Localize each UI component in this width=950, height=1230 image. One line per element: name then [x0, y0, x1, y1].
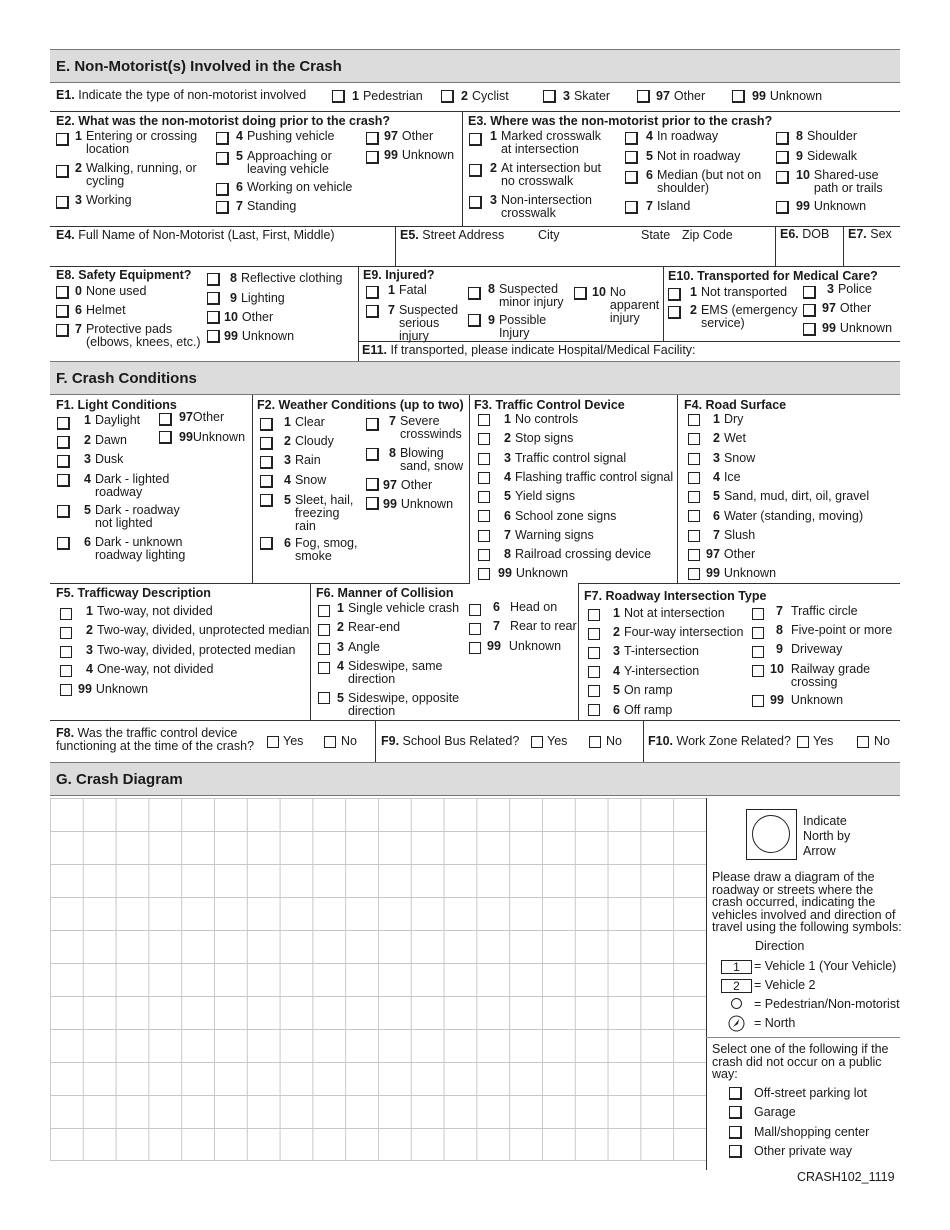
divider — [706, 798, 707, 1170]
f3-checkbox[interactable] — [478, 453, 490, 465]
location-option: Garage — [754, 1105, 796, 1119]
f4-option: 3 Snow — [713, 451, 756, 465]
f10-no-checkbox[interactable] — [857, 736, 869, 748]
e8-checkbox[interactable] — [56, 305, 69, 318]
f7-option: 8 Five-point or more — [776, 623, 893, 637]
f6-option: 5 Sideswipe, opposite direction — [337, 691, 460, 718]
f3-checkbox[interactable] — [478, 491, 490, 503]
f6-checkbox[interactable] — [318, 643, 330, 655]
f4-option: 1 Dry — [713, 412, 744, 426]
e2-option: 2 Walking, running, or cycling — [75, 161, 197, 188]
e8-option: 7 Protective pads (elbows, knees, etc.) — [75, 322, 201, 349]
e2-checkbox[interactable] — [216, 132, 229, 145]
f7-checkbox[interactable] — [588, 666, 600, 678]
f5-checkbox[interactable] — [60, 684, 72, 696]
f7-option: 4 Y-intersection — [613, 664, 700, 678]
e9-checkbox[interactable] — [574, 287, 587, 300]
e9-option: 1 Fatal — [388, 283, 427, 297]
e10-option: 3 Police — [827, 282, 872, 296]
f3-checkbox[interactable] — [478, 414, 490, 426]
north-legend: = North — [754, 1016, 796, 1030]
section-g-header: G. Crash Diagram — [50, 762, 900, 796]
e7-label: E7. Sex — [848, 227, 892, 241]
f6-checkbox[interactable] — [318, 692, 330, 704]
e10-checkbox[interactable] — [803, 304, 816, 317]
f4-checkbox[interactable] — [688, 453, 700, 465]
f10-yes-checkbox[interactable] — [797, 736, 809, 748]
e2-checkbox[interactable] — [56, 133, 69, 146]
e3-checkbox[interactable] — [776, 171, 789, 184]
f6-option: 7 Rear to rear — [493, 619, 577, 633]
location-checkbox[interactable] — [729, 1145, 742, 1158]
e1-checkbox[interactable] — [543, 90, 556, 103]
f9-yes-checkbox[interactable] — [531, 736, 543, 748]
e3-option: 2 At intersection but no crosswalk — [490, 161, 602, 188]
north-instruction: Indicate North by Arrow — [803, 814, 851, 858]
e10-checkbox[interactable] — [668, 288, 681, 301]
divider — [50, 226, 900, 227]
f2-option: 3 Rain — [284, 453, 321, 467]
f3-option: 6 School zone signs — [504, 509, 617, 523]
e1-option: 97 Other — [656, 89, 706, 103]
f3-option: 7 Warning signs — [504, 528, 594, 542]
f1-option: 3 Dusk — [84, 452, 124, 466]
e3-title: E3. Where was the non-motorist prior to the crash? — [468, 114, 773, 128]
divider — [50, 111, 900, 112]
f3-option: 99 Unknown — [498, 566, 569, 580]
f2-option: 7 Severe crosswinds — [389, 414, 462, 441]
f4-option: 5 Sand, mud, dirt, oil, gravel — [713, 489, 870, 503]
divider — [375, 720, 376, 762]
divider — [843, 226, 844, 266]
f1-checkbox[interactable] — [57, 537, 70, 550]
e8-checkbox[interactable] — [56, 324, 69, 337]
f7-checkbox[interactable] — [752, 665, 764, 677]
e2-checkbox[interactable] — [216, 201, 229, 214]
e2-checkbox[interactable] — [216, 183, 229, 196]
pedestrian-symbol-icon — [731, 998, 742, 1009]
f6-checkbox[interactable] — [318, 605, 330, 617]
f2-checkbox[interactable] — [260, 418, 273, 431]
location-option: Other private way — [754, 1144, 852, 1158]
f2-checkbox[interactable] — [260, 537, 273, 550]
e3-option: 99 Unknown — [796, 199, 867, 213]
f2-checkbox[interactable] — [260, 456, 273, 469]
f7-checkbox[interactable] — [588, 609, 600, 621]
e8-checkbox[interactable] — [207, 330, 220, 343]
divider — [50, 583, 470, 584]
f1-option: 6 Dark - unknown roadway lighting — [84, 535, 186, 562]
direction-label: Direction — [755, 939, 805, 953]
f8-question: F8. Was the traffic control device functioning at the time of the crash? — [56, 726, 255, 753]
divider — [677, 395, 678, 583]
e3-checkbox[interactable] — [625, 151, 638, 164]
f7-title: F7. Roadway Intersection Type — [584, 589, 767, 603]
f5-title: F5. Trafficway Description — [56, 586, 211, 600]
pedestrian-legend: = Pedestrian/Non-motorist — [754, 997, 900, 1011]
f6-title: F6. Manner of Collision — [316, 586, 454, 600]
f4-checkbox[interactable] — [688, 472, 700, 484]
e8-title: E8. Safety Equipment? — [56, 268, 192, 282]
f9-no-label: No — [606, 734, 622, 748]
e10-option: 99 Unknown — [822, 321, 893, 335]
f7-checkbox[interactable] — [588, 647, 600, 659]
e3-option: 8 Shoulder — [796, 129, 857, 143]
f7-checkbox[interactable] — [588, 628, 600, 640]
e3-option: 10 Shared-use path or trails — [796, 168, 883, 195]
f3-checkbox[interactable] — [478, 549, 490, 561]
e2-checkbox[interactable] — [56, 196, 69, 209]
f2-option: 8 Blowing sand, snow — [389, 446, 464, 473]
f4-option: 7 Slush — [713, 528, 756, 542]
f2-title: F2. Weather Conditions (up to two) — [257, 398, 464, 412]
f4-checkbox[interactable] — [688, 414, 700, 426]
e10-checkbox[interactable] — [803, 323, 816, 336]
divider — [395, 226, 396, 266]
e9-checkbox[interactable] — [468, 287, 481, 300]
vehicle-1-legend: = Vehicle 1 (Your Vehicle) — [754, 959, 897, 973]
f3-option: 3 Traffic control signal — [504, 451, 627, 465]
north-arrow-icon — [728, 1015, 745, 1032]
e1-option: 1 Pedestrian — [352, 89, 423, 103]
f1-option: 2 Dawn — [84, 433, 127, 447]
f8-no-checkbox[interactable] — [324, 736, 336, 748]
f6-option: 99 Unknown — [487, 639, 562, 653]
f1-checkbox[interactable] — [57, 417, 70, 430]
f4-checkbox[interactable] — [688, 433, 700, 445]
e10-title: E10. Transported for Medical Care? — [668, 269, 878, 283]
e1-checkbox[interactable] — [332, 90, 345, 103]
divider — [462, 111, 463, 226]
e2-title: E2. What was the non-motorist doing prior to the crash? — [56, 114, 391, 128]
e8-option: 0 None used — [75, 284, 147, 298]
f7-option: 99 Unknown — [770, 693, 844, 707]
f2-checkbox[interactable] — [260, 475, 273, 488]
e3-option: 6 Median (but not on shoulder) — [646, 168, 762, 195]
divider — [358, 341, 900, 342]
f5-option: 2 Two-way, divided, unprotected median — [86, 623, 310, 637]
f6-option: 6 Head on — [493, 600, 558, 614]
f3-option: 4 Flashing traffic control signal — [504, 470, 674, 484]
f9-question: F9. School Bus Related? — [381, 734, 520, 748]
f1-checkbox[interactable] — [159, 431, 172, 444]
f8-yes-checkbox[interactable] — [267, 736, 279, 748]
e2-checkbox[interactable] — [56, 165, 69, 178]
e3-option: 7 Island — [646, 199, 691, 213]
e5-label: E5. Street Address — [400, 228, 505, 242]
vehicle-2-legend: = Vehicle 2 — [754, 978, 816, 992]
e1-checkbox[interactable] — [732, 90, 745, 103]
location-checkbox[interactable] — [729, 1106, 742, 1119]
vehicle-2-symbol: 2 — [721, 979, 752, 993]
f7-checkbox[interactable] — [588, 704, 600, 716]
f4-checkbox[interactable] — [688, 530, 700, 542]
f2-option: 97 Other — [383, 478, 433, 492]
e8-option: 6 Helmet — [75, 303, 126, 317]
e1-option: 3 Skater — [563, 89, 611, 103]
f10-question: F10. Work Zone Related? — [648, 734, 791, 748]
e3-checkbox[interactable] — [776, 201, 789, 214]
e2-option: 7 Standing — [236, 199, 297, 213]
f1-checkbox[interactable] — [57, 505, 70, 518]
f7-option: 7 Traffic circle — [776, 604, 858, 618]
f6-option: 2 Rear-end — [337, 620, 401, 634]
f5-option: 1 Two-way, not divided — [86, 604, 213, 618]
f3-title: F3. Traffic Control Device — [474, 398, 625, 412]
f6-checkbox[interactable] — [469, 623, 481, 635]
f3-checkbox[interactable] — [478, 433, 490, 445]
e8-option: 8 Reflective clothing — [230, 271, 343, 285]
e3-option: 5 Not in roadway — [646, 149, 741, 163]
f4-option: 2 Wet — [713, 431, 746, 445]
f1-option: 1 Daylight — [84, 413, 141, 427]
e1-checkbox[interactable] — [637, 90, 650, 103]
f1-checkbox[interactable] — [57, 436, 70, 449]
e8-option: 10 Other — [224, 310, 274, 324]
divider — [50, 720, 900, 721]
e2-option: 4 Pushing vehicle — [236, 129, 335, 143]
e3-checkbox[interactable] — [625, 132, 638, 145]
e8-checkbox[interactable] — [56, 286, 69, 299]
e10-checkbox[interactable] — [668, 306, 681, 319]
e3-checkbox[interactable] — [469, 133, 482, 146]
e1-option: 99 Unknown — [752, 89, 823, 103]
north-box[interactable] — [746, 809, 797, 860]
e10-checkbox[interactable] — [803, 286, 816, 299]
f7-checkbox[interactable] — [588, 685, 600, 697]
f1-checkbox[interactable] — [57, 474, 70, 487]
e3-checkbox[interactable] — [776, 151, 789, 164]
f2-option: 1 Clear — [284, 415, 325, 429]
f9-yes-label: Yes — [547, 734, 568, 748]
f4-option: 4 Ice — [713, 470, 741, 484]
e2-option: 6 Working on vehicle — [236, 180, 353, 194]
f5-checkbox[interactable] — [60, 608, 72, 620]
e11-label: E11. If transported, please indicate Hospital/Medical Facility: — [362, 343, 696, 357]
e4-label: E4. Full Name of Non-Motorist (Last, First, Middle) — [56, 228, 335, 242]
f4-checkbox[interactable] — [688, 510, 700, 522]
e2-option: 99 Unknown — [384, 148, 455, 162]
divider — [469, 395, 470, 583]
f7-checkbox[interactable] — [752, 646, 764, 658]
f6-option: 3 Angle — [337, 640, 380, 654]
f5-option: 99 Unknown — [78, 682, 149, 696]
f4-checkbox[interactable] — [688, 491, 700, 503]
f3-option: 5 Yield signs — [504, 489, 575, 503]
vehicle-1-symbol: 1 — [721, 960, 752, 974]
e3-checkbox[interactable] — [469, 164, 482, 177]
e3-checkbox[interactable] — [625, 201, 638, 214]
section-e-header: E. Non-Motorist(s) Involved in the Crash — [50, 49, 900, 83]
divider — [643, 720, 644, 762]
f7-option: 2 Four-way intersection — [613, 625, 744, 639]
e1-checkbox[interactable] — [441, 90, 454, 103]
divider — [578, 583, 900, 584]
f3-option: 8 Railroad crossing device — [504, 547, 652, 561]
f3-option: 2 Stop signs — [504, 431, 574, 445]
e2-checkbox[interactable] — [366, 132, 379, 145]
f3-checkbox[interactable] — [478, 472, 490, 484]
e3-checkbox[interactable] — [469, 196, 482, 209]
e3-option: 3 Non-intersection crosswalk — [490, 193, 592, 220]
f1-title: F1. Light Conditions — [56, 398, 177, 412]
e2-option: 1 Entering or crossing location — [75, 129, 198, 156]
e9-option: 7 Suspected serious injury — [388, 303, 459, 343]
f7-option: 1 Not at intersection — [613, 606, 725, 620]
divider — [663, 266, 664, 341]
divider — [358, 266, 359, 361]
e3-checkbox[interactable] — [776, 132, 789, 145]
f7-option: 9 Driveway — [776, 642, 843, 656]
e5-zip-label: Zip Code — [682, 228, 733, 242]
f2-option: 4 Snow — [284, 473, 327, 487]
f10-yes-label: Yes — [813, 734, 834, 748]
f2-option: 2 Cloudy — [284, 434, 334, 448]
f7-option: 6 Off ramp — [613, 703, 673, 717]
f6-option: 1 Single vehicle crash — [337, 601, 460, 615]
e9-option: 10 No apparent injury — [592, 285, 660, 325]
north-circle — [752, 815, 790, 853]
f3-checkbox[interactable] — [478, 530, 490, 542]
f4-checkbox[interactable] — [688, 568, 700, 580]
e9-title: E9. Injured? — [363, 268, 435, 282]
f1-checkbox[interactable] — [159, 413, 172, 426]
f7-option: 10 Railway grade crossing — [770, 662, 871, 689]
e8-checkbox[interactable] — [207, 292, 220, 305]
f2-option: 5 Sleet, hail, freezing rain — [284, 493, 354, 533]
e3-option: 9 Sidewalk — [796, 149, 857, 163]
f1-option: 5 Dark - roadway not lighted — [84, 503, 180, 530]
diagram-grid[interactable] — [50, 798, 707, 1161]
divider — [252, 395, 253, 583]
f7-option: 3 T-intersection — [613, 644, 699, 658]
f5-checkbox[interactable] — [60, 627, 72, 639]
e1-option: 2 Cyclist — [461, 89, 509, 103]
f10-no-label: No — [874, 734, 890, 748]
f2-checkbox[interactable] — [366, 497, 379, 510]
f4-checkbox[interactable] — [688, 549, 700, 561]
public-way-instruction: Select one of the following if the crash did not occur on a public way: — [712, 1042, 889, 1081]
e10-option: 1 Not transported — [690, 285, 788, 299]
e9-option: 9 Possible Injury — [488, 313, 547, 340]
f2-option: 99 Unknown — [383, 497, 454, 511]
location-option: Mall/shopping center — [754, 1125, 870, 1139]
f1-option: 99Unknown — [179, 430, 246, 444]
f6-checkbox[interactable] — [469, 642, 481, 654]
f2-checkbox[interactable] — [366, 478, 379, 491]
e6-label: E6. DOB — [780, 227, 830, 241]
e1-question: E1. Indicate the type of non-motorist involved — [56, 88, 307, 102]
divider — [578, 583, 579, 720]
e8-option: 99 Unknown — [224, 329, 295, 343]
divider — [310, 583, 311, 720]
divider — [775, 226, 776, 266]
diagram-instructions: Please draw a diagram of the roadway or streets where the crash occurred, indicating the vehicles involved and direction of travel using the following symbols: — [712, 870, 902, 934]
e8-checkbox[interactable] — [207, 273, 220, 286]
e9-checkbox[interactable] — [366, 305, 379, 318]
f7-checkbox[interactable] — [752, 627, 764, 639]
e2-checkbox[interactable] — [366, 151, 379, 164]
f8-yes-label: Yes — [283, 734, 304, 748]
e5-city-label: City — [538, 228, 560, 242]
f2-checkbox[interactable] — [260, 494, 273, 507]
f5-checkbox[interactable] — [60, 646, 72, 658]
f6-checkbox[interactable] — [469, 604, 481, 616]
e9-option: 8 Suspected minor injury — [488, 282, 564, 309]
f6-option: 4 Sideswipe, same direction — [337, 659, 443, 686]
e10-option: 97 Other — [822, 301, 872, 315]
f2-checkbox[interactable] — [366, 448, 379, 461]
e3-option: 4 In roadway — [646, 129, 719, 143]
f7-checkbox[interactable] — [752, 608, 764, 620]
form-id: CRASH102_1119 — [797, 1170, 895, 1184]
f8-no-label: No — [341, 734, 357, 748]
e2-checkbox[interactable] — [216, 152, 229, 165]
f4-option: 6 Water (standing, moving) — [713, 509, 864, 523]
f9-no-checkbox[interactable] — [589, 736, 601, 748]
f4-title: F4. Road Surface — [684, 398, 787, 412]
f2-checkbox[interactable] — [366, 418, 379, 431]
f2-checkbox[interactable] — [260, 437, 273, 450]
e8-checkbox[interactable] — [207, 311, 220, 324]
e5-state-label: State — [641, 228, 671, 242]
section-f-header: F. Crash Conditions — [50, 361, 900, 395]
f3-checkbox[interactable] — [478, 568, 490, 580]
f7-option: 5 On ramp — [613, 683, 673, 697]
f2-option: 6 Fog, smog, smoke — [284, 536, 358, 563]
f7-checkbox[interactable] — [752, 695, 764, 707]
f5-option: 3 Two-way, divided, protected median — [86, 643, 296, 657]
f6-checkbox[interactable] — [318, 662, 330, 674]
f1-option: 4 Dark - lighted roadway — [84, 472, 170, 499]
e3-checkbox[interactable] — [625, 171, 638, 184]
e2-option: 5 Approaching or leaving vehicle — [236, 149, 332, 176]
e9-checkbox[interactable] — [366, 286, 379, 299]
divider — [50, 266, 900, 267]
e10-option: 2 EMS (emergency service) — [690, 303, 798, 330]
location-checkbox[interactable] — [729, 1126, 742, 1139]
f3-checkbox[interactable] — [478, 510, 490, 522]
e2-option: 3 Working — [75, 193, 132, 207]
location-option: Off-street parking lot — [754, 1086, 868, 1100]
f3-option: 1 No controls — [504, 412, 579, 426]
location-checkbox[interactable] — [729, 1087, 742, 1100]
e9-checkbox[interactable] — [468, 314, 481, 327]
e8-option: 9 Lighting — [230, 291, 285, 305]
e3-option: 1 Marked crosswalk at intersection — [490, 129, 601, 156]
f4-option: 99 Unknown — [706, 566, 777, 580]
f1-checkbox[interactable] — [57, 455, 70, 468]
f5-option: 4 One-way, not divided — [86, 662, 214, 676]
f1-option: 97Other — [179, 410, 225, 424]
f6-checkbox[interactable] — [318, 624, 330, 636]
e2-option: 97 Other — [384, 129, 434, 143]
f5-checkbox[interactable] — [60, 665, 72, 677]
divider — [706, 1037, 900, 1038]
f4-option: 97 Other — [706, 547, 756, 561]
